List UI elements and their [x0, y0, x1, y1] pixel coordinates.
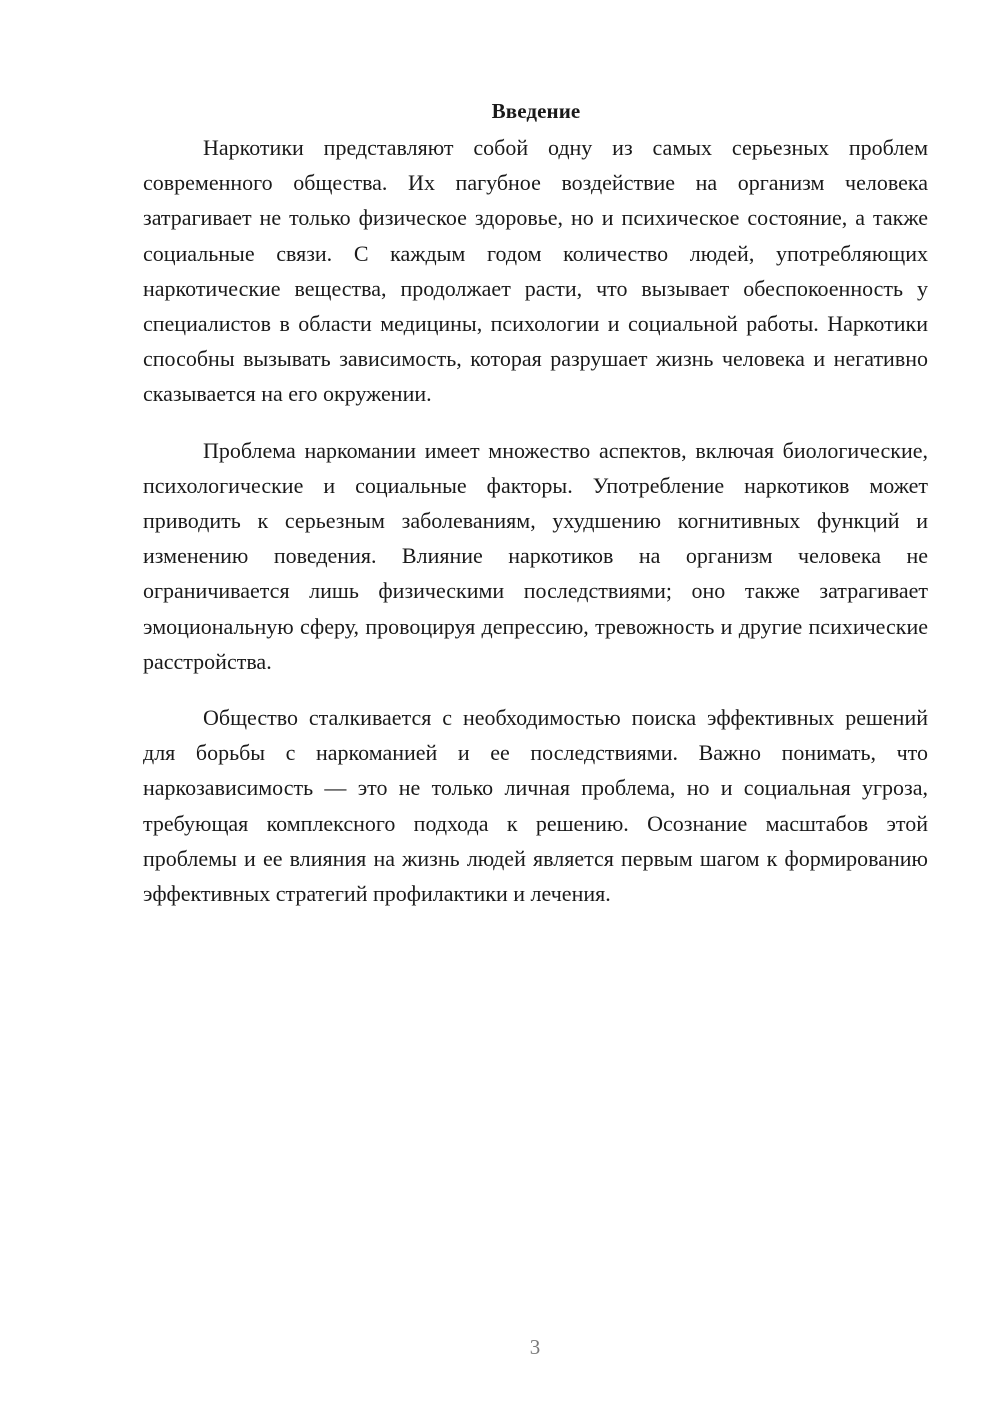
section-title: Введение	[491, 99, 581, 123]
page-content	[143, 96, 928, 911]
paragraph-3: Общество сталкивается с необходимостью поиска эффективных решений для борьбы с наркоманией и ее последствиями. Важно понимать, что наркозависимость — это не только личная проблема, но и социальная угроза, требующая комплексного подхода к решению. Осознание масштабов этой проблемы и ее влияния на жизнь людей является первым шагом к формированию эффективных стратегий профилактики и лечения.	[143, 705, 928, 907]
page-number: 3	[529, 1335, 541, 1359]
paragraph-2: Проблема наркомании имеет множество аспектов, включая биологические, психологические и социальные факторы. Употребление наркотиков может приводить к серьезным заболеваниям, ухудшению когнитивных функций и изменению поведения. Влияние наркотиков на организм человека не ограничивается лишь физическими последствиями; оно также затрагивает эмоциональную сферу, провоцируя депрессию, тревожность и другие психические расстройства.	[143, 437, 928, 674]
paragraph-1: Наркотики представляют собой одну из самых серьезных проблем современного общества. Их пагубное воздействие на организм человека затрагивает не только физическое здоровье, но и психическое состояние, а также социальные связи. С каждым годом количество людей, употребляющих наркотические вещества, продолжает расти, что вызывает обеспокоенность у специалистов в области медицины, психологии и социальной работы. Наркотики способны вызывать зависимость, которая разрушает жизнь человека и негативно сказывается на его окружении.	[143, 135, 928, 407]
